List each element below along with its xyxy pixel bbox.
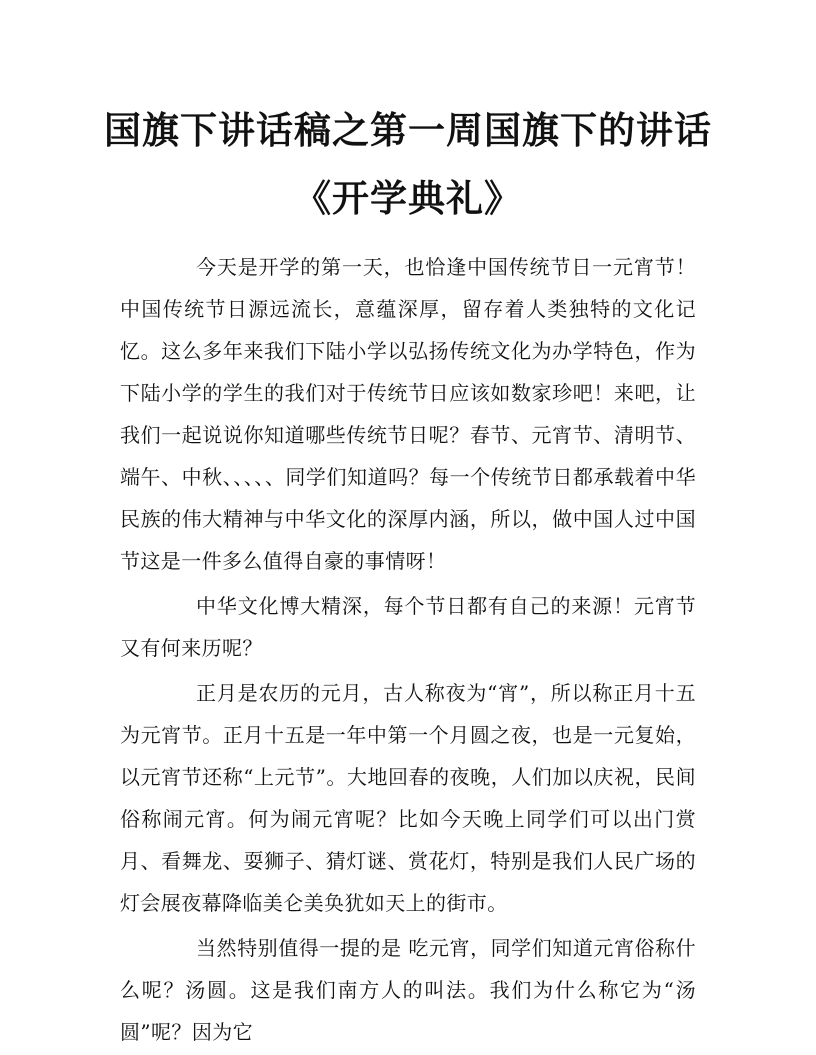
paragraph-lantern-festival: 正月是农历的元月，古人称夜为“宵”，所以称正月十五为元宵节。正月十五是一年中第一个月圆之夜，也是一元复始，以元宵节还称“上元节”。大地回春的夜晚，人们加以庆祝，民间俗称闹元宵。何为闹元宵呢？比如今天晚上同学们可以出门赏月、看舞龙、耍狮子、猜灯谜、赏花灯，特别是我们人民广场的灯会展夜幕降临美仑美奂犹如天上的街市。 — [120, 681, 696, 915]
paragraph-tangyuan: 当然特别值得一提的是 吃元宵，同学们知道元宵俗称什么呢？汤圆。这是我们南方人的叫法。我们为什么称它为“汤圆”呢？因为它 — [120, 936, 696, 1044]
document-title: 国旗下讲话稿之第一周国旗下的讲话 — [104, 108, 712, 152]
document-subtitle: 《开学典礼》 — [294, 176, 522, 220]
document-body — [120, 246, 696, 1053]
paragraph-origin-question: 中华文化博大精深，每个节日都有自己的来源！元宵节又有何来历呢？ — [120, 594, 696, 660]
paragraph-opening: 今天是开学的第一天，也恰逢中国传统节日一元宵节！中国传统节日源远流长，意蕴深厚，留存着人类独特的文化记忆。这么多年来我们下陆小学以弘扬传统文化为办学特色，作为下陆小学的学生的我们对于传统节日应该如数家珍吧！来吧，让我们一起说说你知道哪些传统节日呢？春节、元宵节、清明节、端午、中秋、、、、、同学们知道吗？每一个传统节日都承载着中华民族的伟大精神与中华文化的深厚内涵，所以，做中国人过中国节这是一件多么值得自豪的事情呀！ — [120, 255, 696, 573]
